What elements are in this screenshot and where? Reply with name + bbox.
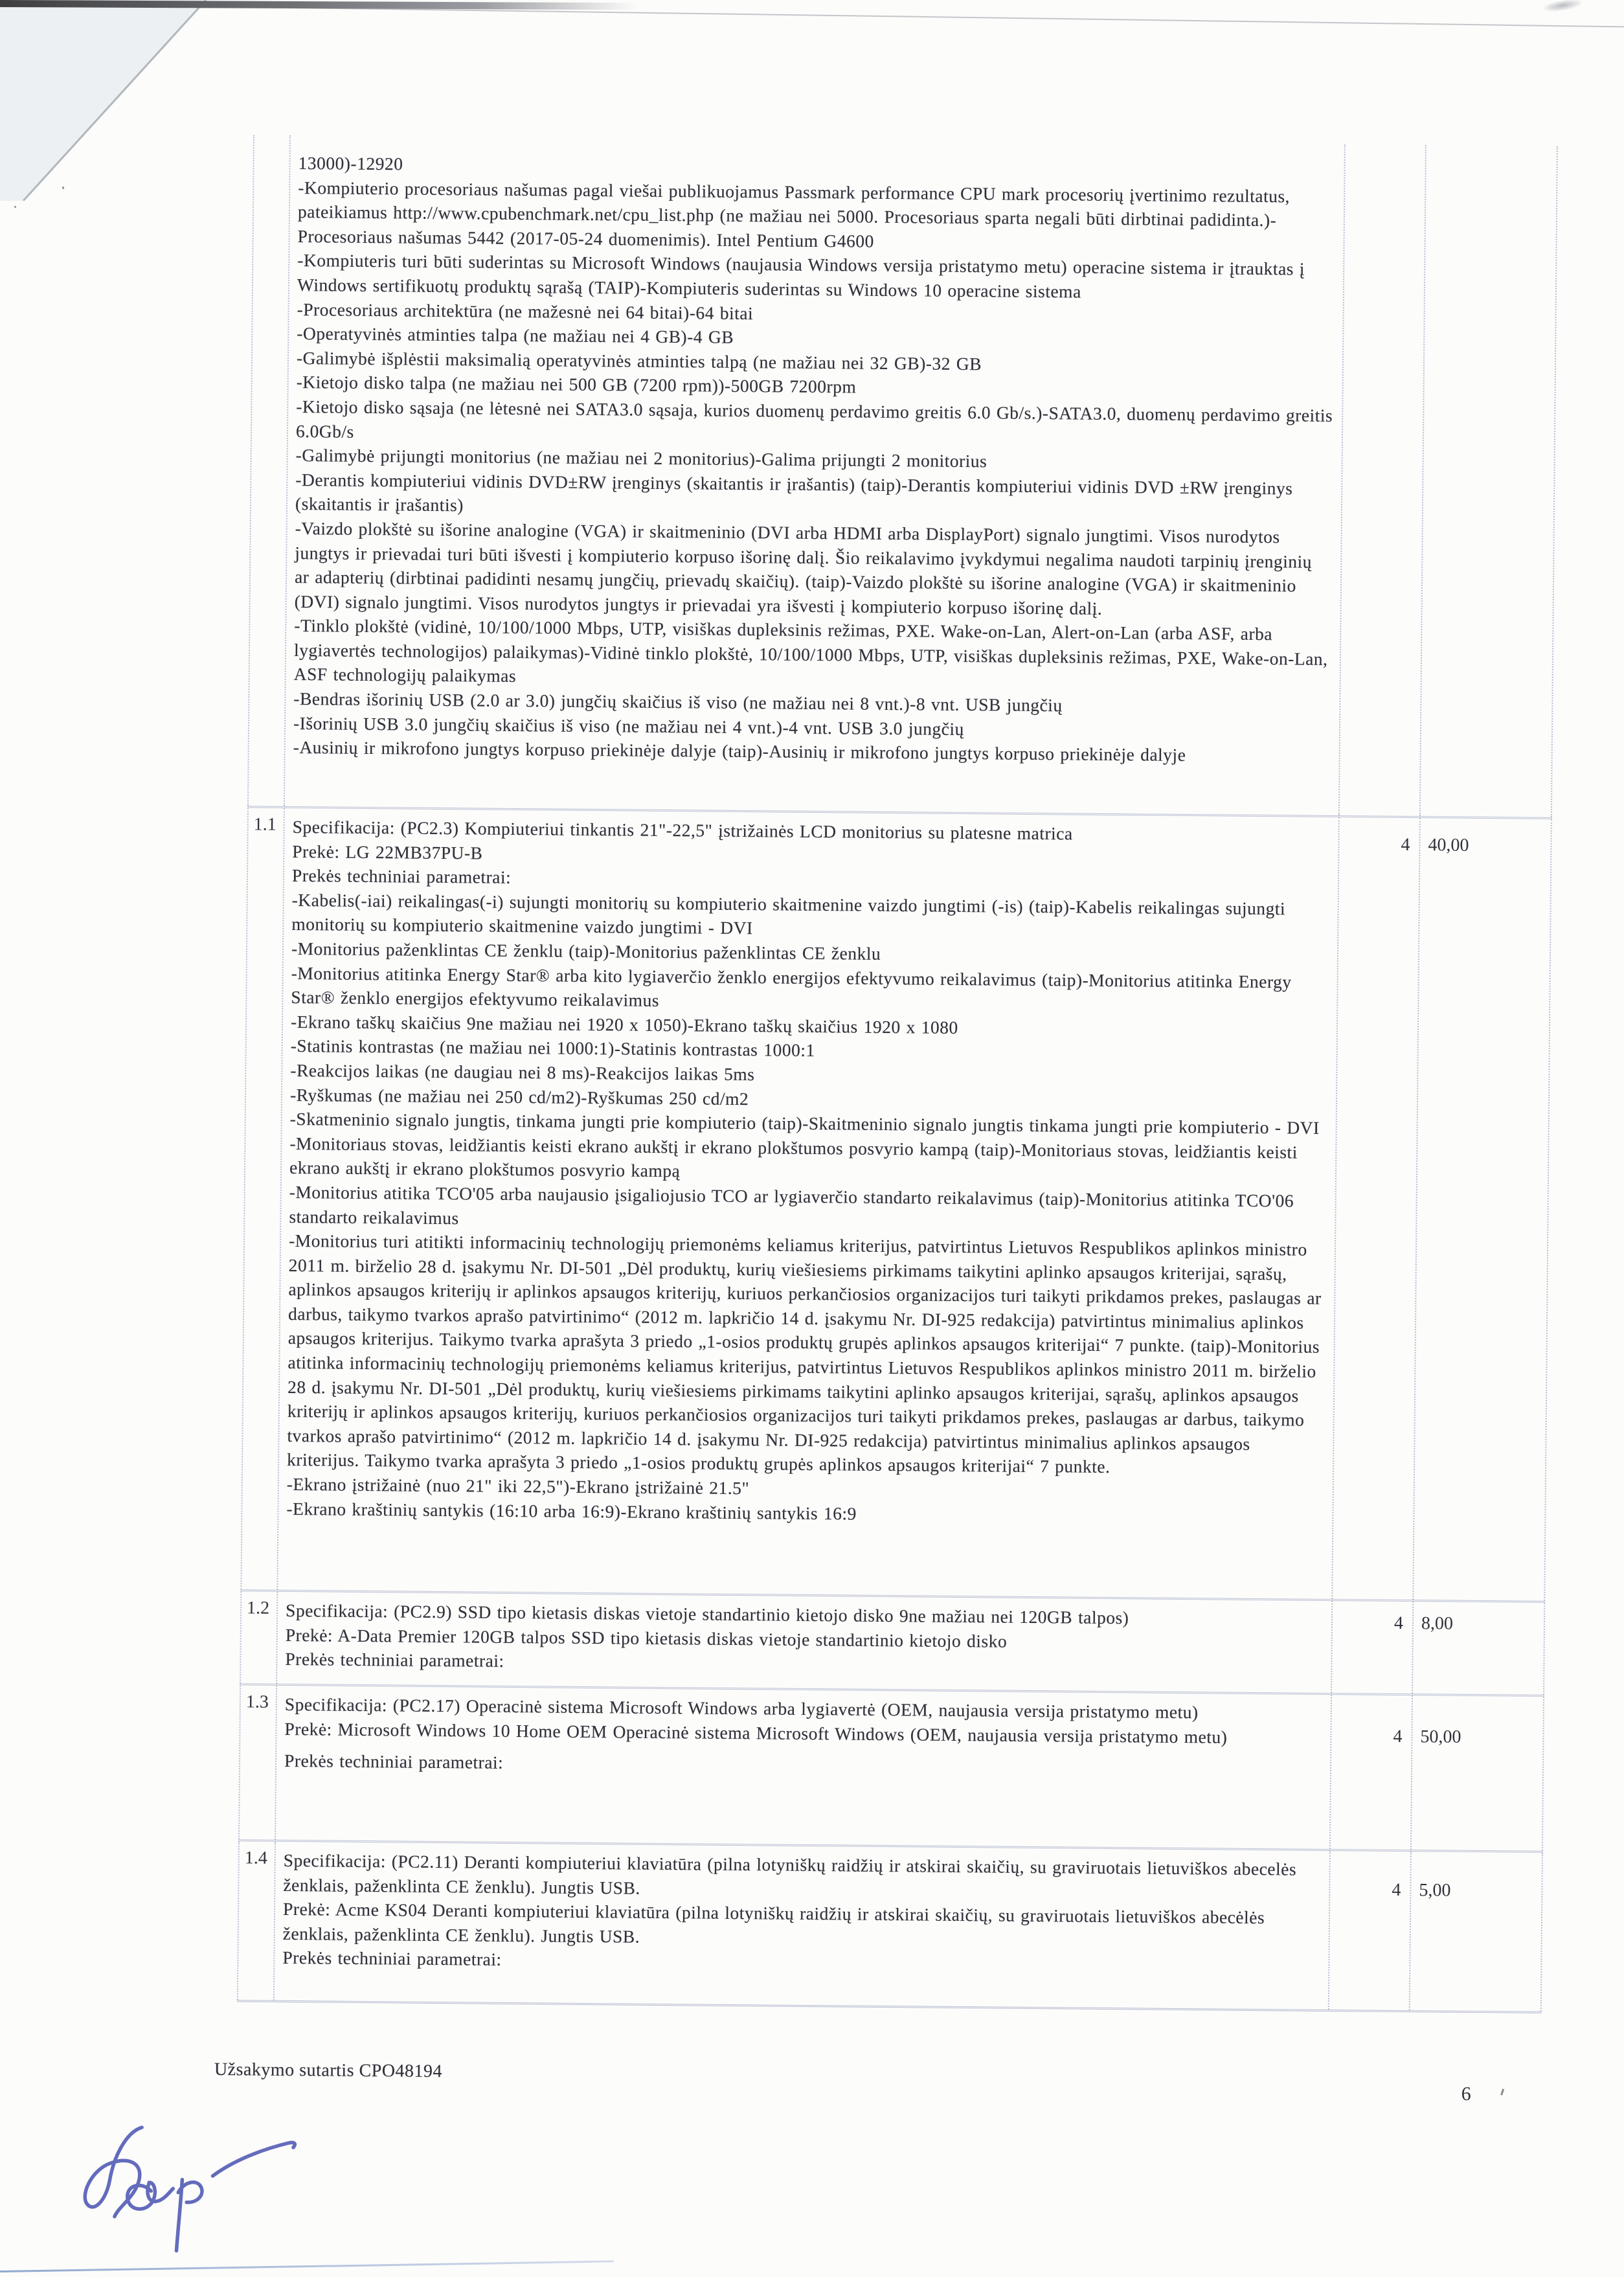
- item-product: Prekė: Acme KS04 Deranti kompiuteriui klaviatūra (pilna lotyniškų raidžių ir atskirai skaičių, su graviruotais lietuviškos abecėlės ženklais, paženklinta CE ženklu). Jungtis USB.: [282, 1899, 1265, 1947]
- pen-tick-mark: [1500, 2089, 1504, 2095]
- text-line: -Monitorius paženklintas CE ženklu (taip)-Monitorius paženklintas CE ženklu: [291, 938, 881, 964]
- intro-lines: [293, 151, 1335, 769]
- text-line: -Kietojo disko talpa (ne mažiau nei 500 GB (7200 rpm))-500GB 7200rpm: [296, 372, 857, 397]
- item-description: [273, 1842, 1329, 2010]
- item-specification: Specifikacija: (PC2.17) Operacinė sistema Microsoft Windows arba lygiavertė (OEM, naujausia versija pristatymo metu): [284, 1694, 1199, 1723]
- text-line: -Monitorius atitika TCO'05 arba naujausio įsigaliojusio TCO ar lygiaverčio standarto reikalavimus (taip)-Monitorius atitinka TCO'06 standarto reikalavimus: [289, 1181, 1294, 1228]
- row-number: 1.4: [237, 1841, 275, 2000]
- item-quantity: 4: [1331, 1601, 1412, 1694]
- table-row-1-3: [238, 1683, 1544, 1851]
- item-price: 40,00: [1412, 818, 1552, 1601]
- item-price: 8,00: [1412, 1602, 1545, 1695]
- table-row-1-1: [240, 806, 1551, 1601]
- text-line: -Statinis kontrastas (ne mažiau nei 1000:1)-Statinis kontrastas 1000:1: [290, 1036, 815, 1061]
- text-line: -Ekrano kraštinių santykis (16:10 arba 16:9)-Ekrano kraštinių santykis 16:9: [286, 1498, 857, 1524]
- item-description: [276, 808, 1338, 1599]
- item-params-label: Prekės techniniai parametrai:: [284, 1750, 504, 1773]
- text-line: -Procesoriaus architektūra (ne mažesnė nei 64 bitai)-64 bitai: [297, 299, 754, 323]
- item-description: [275, 1686, 1331, 1849]
- item-specification: Specifikacija: (PC2.3) Kompiuteriui tinkantis 21"-22,5" įstrižainės LCD monitorius su platesne matrica: [292, 816, 1073, 844]
- text-line: -Monitorius turi atitikti informacinių technologijų priemonėms keliamus kriterijus, patvirtintus Lietuvos Respublikos aplinkos ministro 2011 m. birželio 28 d. įsakymu Nr. DI-501 „Dėl produktų, kurių viešiesiems pirkimams taikytini aplinko apsaugos kriterijai, sąrašų, aplinkos apsaugos kriterijų ir aplinkos apsaugos kriterijų, kuriuos perkančiosios organizacijos turi taikyti prikdamos prekes, paslaugas ar darbus, taikymo tvarkos aprašo patvirtinimo“ (2012 m. lapkričio 14 d. įsakymu Nr. DI-925 redakcija) patvirtintus minimalius aplinkos apsaugos kriterijus. Taikymo tvarka aprašyta 3 priedo „1-osios produktų grupės aplinkos apsaugos kriterijai“ 7 punkte. (taip)-Monitorius atitinka informacinių technologijų priemonėms keliamus kriterijus, patvirtintus Lietuvos Respublikos aplinkos ministro 2011 m. birželio 28 d. įsakymu Nr. DI-501 „Dėl produktų, kurių viešiesiems pirkimams taikytini aplinko apsaugos kriterijai, sąrašų, aplinkos apsaugos kriterijų ir aplinkos apsaugos kriterijų, kuriuos perkančiosios organizacijos turi taikyti prikdamos prekes, paslaugas ar darbus, taikymo tvarkos aprašo patvirtinimo“ (2012 m. lapkričio 14 d. įsakymu Nr. DI-925 redakcija) patvirtintus minimalius aplinkos apsaugos kriterijus. Taikymo tvarka aprašyta 3 priedo „1-osios produktų grupės aplinkos apsaugos kriterijai“ 7 punkte.: [287, 1230, 1322, 1477]
- table-row-1-4: [237, 1839, 1543, 2011]
- item-price: 50,00: [1410, 1695, 1544, 1851]
- text-line: -Bendras išorinių USB (2.0 ar 3.0) jungčių skaičius iš viso (ne mažiau nei 8 vnt.)-8 vnt. USB jungčių: [293, 688, 1063, 716]
- contract-reference: Užsakymo sutartis CPO48194: [214, 2059, 443, 2082]
- row-number-cell: [247, 135, 289, 806]
- item-product: Prekė: LG 22MB37PU-B: [292, 841, 483, 863]
- item-quantity: 4: [1328, 1851, 1410, 2010]
- item-quantity: 4: [1331, 817, 1419, 1600]
- text-line: -Galimybė išplėstii maksimalią operatyvinės atminties talpą (ne mažiau nei 32 GB)-32 GB: [296, 347, 982, 374]
- item-param-list: [286, 888, 1328, 1530]
- text-line: -Skatmeninio signalo jungtis, tinkama jungti prie kompiuterio (taip)-Skaitmeninio signalo jungtis tinkama jungti prie kompiuterio - DVI: [289, 1109, 1320, 1138]
- text-line: -Ekrano taškų skaičius 9ne mažiau nei 1920 x 1050)-Ekrano taškų skaičius 1920 x 1080: [290, 1011, 958, 1037]
- item-specification: Specifikacija: (PC2.11) Deranti kompiuteriui klaviatūra (pilna lotyniškų raidžių ir atskirai skaičių, su graviruotais lietuviškos abecelės ženklais, paženklinta CE ženklu). Jungtis USB.: [283, 1850, 1297, 1898]
- intro-spec-text: [284, 135, 1344, 815]
- text-line: -Operatyvinės atminties talpa (ne mažiau nei 4 GB)-4 GB: [297, 323, 734, 348]
- text-line: -Monitorius atitinka Energy Star® arba kito lygiaverčio ženklo energijos efektyvumo reikalavimus (taip)-Monitorius atitinka Energy Star® ženklo energijos efektyvumo reikalavimus: [291, 962, 1292, 1011]
- item-description: [276, 1592, 1331, 1693]
- text-line: -Galimybė prijungti monitorius (ne mažiau nei 2 monitorius)-Galima prijungti 2 monitorius: [295, 445, 987, 471]
- item-product: Prekė: Microsoft Windows 10 Home OEM Operacinė sistema Microsoft Windows (OEM, naujausia versija pristatymo metu): [284, 1718, 1228, 1747]
- item-product: Prekė: A-Data Premier 120GB talpos SSD tipo kietasis diskas vietoje standartinio kietojo disko: [285, 1624, 1008, 1651]
- row-number: 1.2: [240, 1591, 276, 1683]
- item-params-label: Prekės techniniai parametrai:: [282, 1947, 502, 1970]
- item-params-label: Prekės techniniai parametrai:: [291, 865, 512, 888]
- text-line: -Kabelis(-iai) reikalingas(-i) sujungti monitorių su kompiuterio skaitmenine vaizdo jungtimi (-is) (taip)-Kabelis reikalingas sujungti monitorių su kompiuterio skaitmenine vaizdo jungtimi - DVI: [291, 889, 1286, 938]
- text-line: -Tinklo plokštė (vidinė, 10/100/1000 Mbps, UTP, visiškas dupleksinis režimas, PXE. Wake-on-Lan, Alert-on-Lan (arba ASF, arba lygiavertės technologijos) palaikymas)-Vidinė tinklo plokštė, 10/100/1000 Mbps, UTP, visiškas dupleksinis režimas, PXE, Wake-on-Lan, ASF technologijų palaikymas: [293, 615, 1328, 686]
- specification-table: [237, 135, 1558, 2013]
- text-line: -Išorinių USB 3.0 jungčių skaičius iš viso (ne mažiau nei 4 vnt.)-4 vnt. USB 3.0 jungčių: [293, 712, 964, 739]
- text-line: 13000)-12920: [298, 153, 403, 174]
- text-line: -Kietojo disko sąsaja (ne lėtesnė nei SATA3.0 sąsaja, kurios duomenų perdavimo greitis 6.0 Gb/s.)-SATA3.0, duomenų perdavimo greitis 6.0Gb/s: [295, 396, 1333, 442]
- text-line: -Kompiuteris turi būti suderintas su Microsoft Windows (naujausia Windows versija pristatymo metu) operacine sistema ir įtrauktas į Windows sertifikuotų produktų sąrašą (TAIP)-Kompiuteris suderintas su Windows 10 operacine sistema: [297, 250, 1305, 302]
- item-quantity: 4: [1329, 1695, 1412, 1850]
- text-line: -Derantis kompiuteriui vidinis DVD±RW įrenginys (skaitantis ir įrašantis) (taip)-Derantis kompiuteriui vidinis DVD ±RW įrenginys (skaitantis ir įrašantis): [295, 469, 1293, 515]
- table-row-1-2: [240, 1589, 1545, 1695]
- text-line: -Ausinių ir mikrofono jungtys korpuso priekinėje dalyje (taip)-Ausinių ir mikrofono jungtys korpuso priekinėje dalyje: [293, 737, 1186, 765]
- item-price: 5,00: [1409, 1852, 1543, 2011]
- page-number: 6: [1461, 2083, 1471, 2105]
- row-number: 1.3: [238, 1685, 276, 1839]
- text-line: -Vaizdo plokštė su išorine analogine (VGA) ir skaitmeninio (DVI arba HDMI arba DisplayPort) signalo jungtimi. Visos nurodytos jungtys ir prievadai turi būti išvesti į kompiuterio korpuso išorinę dalį. Šio reikalavimo įvykdymui negalima naudoti tarpinių įrenginių ar adapterių (dirbtinai padidinti nesamų jungčių, prievadų skaičių). (taip)-Vaizdo plokštė su išorine analogine (VGA) ir skaitmeninio (DVI) signalo jungtimi. Visos nurodytos jungtys ir prievadai yra išvesti į kompiuterio korpuso išorinę dalį.: [294, 517, 1313, 618]
- text-line: -Ekrano įstrižainė (nuo 21" iki 22,5")-Ekrano įstrižainė 21.5": [286, 1473, 750, 1499]
- price-cell: [1419, 145, 1558, 817]
- page-corner-fold-artifact: [0, 0, 220, 201]
- table-row-intro: [247, 135, 1558, 817]
- row-number: 1.1: [240, 808, 284, 1589]
- item-params-label: Prekės techniniai parametrai:: [285, 1649, 504, 1671]
- text-line: -Ryškumas (ne mažiau nei 250 cd/m2)-Ryškumas 250 cd/m2: [289, 1084, 749, 1109]
- text-line: -Reakcijos laikas (ne daugiau nei 8 ms)-Reakcijos laikas 5ms: [290, 1059, 755, 1085]
- quantity-cell: [1338, 144, 1425, 816]
- handwritten-signature: [73, 2093, 333, 2263]
- text-line: -Monitoriaus stovas, leidžiantis keisti ekrano aukštį ir ekrano plokštumos posvyrio kampą (taip)-Monitoriaus stovas, leidžiantis keisti ekrano aukštį ir ekrano plokštumos posvyrio kampą: [289, 1133, 1298, 1181]
- text-line: -Kompiuterio procesoriaus našumas pagal viešai publikuojamus Passmark performance CPU mark procesorių įvertinimo rezultatus, pateikiamus http://www.cpubenchmark.net/cpu_list.php (ne mažiau nei 5000. Procesoriaus sparta negali būti dirbtinai padidinta.)-Procesoriaus našumas 5442 (2017-05-24 duomenimis). Intel Pentium G4600: [297, 177, 1291, 251]
- item-specification: Specifikacija: (PC2.9) SSD tipo kietasis diskas vietoje standartinio kietojo disko 9ne mažiau nei 120GB talpos): [285, 1600, 1129, 1628]
